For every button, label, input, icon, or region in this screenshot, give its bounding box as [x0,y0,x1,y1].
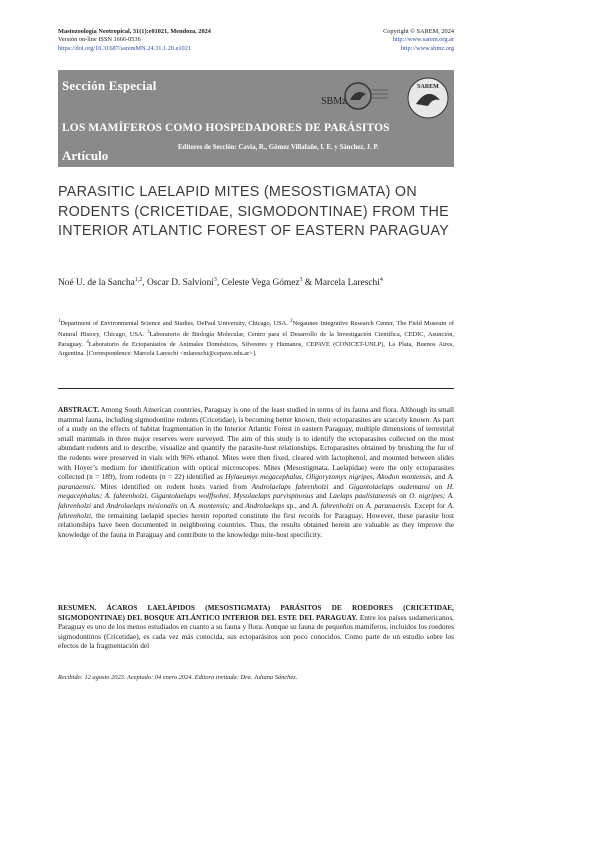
copyright-header [294,28,454,53]
resumen [58,603,454,651]
abstract-text: and [90,500,107,510]
species-name: A. paranaensis. [58,472,454,491]
abstract-text: and [432,472,448,482]
abstract-text: Among South American countries, Paraguay is one of the least studied in terms of its fauna and flora. Although its small mammal fauna, including sigmodontine rodents (Cricetidae), is becoming better known, their ectoparasites are scarcely known. As part of a study on the effects of habitat fragmentation in the Interior Atlantic Forest in eastern Paraguay, multiple dimensions of terrestrial small mammals in three major reserves were surveyed. The aim of this study is to identify the ectoparasites collected on the most abundant rodents and to describe, visualize and quantify the parasite-host relationships. Ectoparasites obtained by brushing the fur of the rodents were preserved in vials with 96% ethanol. Mites were then fixed, cleared with lactophenol, and mounted between slides with Hoyer’s medium for identification with optical microscopes. Mites (Mesostigmata, Laelapidae) were the only ectoparasites collected (n = 189), from rodents (n = 22) identified as [58,405,454,482]
abstract-text: Except for [411,500,448,510]
article-title: PARASITIC LAELAPID MITES (MESOSTIGMATA) ON RODENTS (CRICETIDAE, SIGMODONTINAE) FROM THE INTERIOR ATLANTIC FOREST OF EASTERN PARAGUAY [58,184,450,240]
abstract-text: Mites identified on rodent hosts varied from [95,481,252,491]
copyright: Copyright © SAREM, 2024 [383,28,454,35]
section-banner [58,70,454,167]
author-affiliation-number: 3 [213,277,217,283]
sarem-logo-text: SAREM [417,84,439,90]
affiliation-text: Laboratorio de Biología Molecular, Centro para el Desarrollo de la Investigación Científica, CEDIC, Asunción, Paraguay. [58,330,455,349]
author-list: Noé U. de la Sancha$^{1,2}$, Oscar D. Salvioni$^3$, Celeste Vega Gómez$^3$ & Marcela Lareschi$^4$ [58,277,383,289]
resumen-label: RESUMEN. ÁCAROS LAELÁPIDOS (MESOSTIGMATA) PARÁSITOS DE ROEDORES (CRICETIDAE, SIGMODONTINAE) DEL BOSQUE ATLÁNTICO INTERIOR DEL ESTE DEL PARAGUAY. [58,603,454,622]
author-affiliation-number: 4 [379,277,383,283]
species-name: O. nigripes; A. fahrenholzi [58,491,454,510]
sarem-logo-icon [406,76,450,120]
abstract-label: ABSTRACT. [58,405,100,414]
abstract-text: on [430,481,447,491]
affiliation-number: 1 [58,319,61,324]
species-name: A. fahrenholzi [312,500,354,510]
article-type: Artículo [62,148,109,163]
abstract-text: on [177,500,190,510]
issn: Versión on-line ISSN 1666-0536 [58,36,141,44]
affiliation-text: Department of Environmental Science and Studies, DePaul University, Chicago, USA. [60,320,291,328]
abstract-text: and [229,500,246,510]
abstract-text: sp., and [284,500,313,510]
species-name: Androlaelaps fahrenholzi [251,481,329,491]
resumen-body: Entre los países sudamericanos, Paraguay es uno de los menos estudiados en cuanto a su fauna y flora. Aunque su fauna de pequeños mamíferos, incluidos los roedores sigmodontinos (Cricetidae), es cada vez más conocida, sus ectoparásitos son poco conocidos. Como parte de un estudio sobre los efectos de la fragmentación del [58,612,454,651]
sarem-url-link[interactable]: http://www.sarem.org.ar [392,36,454,44]
abstract-text: and [313,491,330,501]
special-section-topic: LOS MAMÍFEROS COMO HOSPEDADORES DE PARÁSITOS [62,122,390,134]
abstract-text: the remaining laelapid species herein reported constitute the first records for Paraguay. However, these parasite host relationships have been documented in neighboring countries. Thus, the results obtained herein are valuable as they improve the knowledge of the fauna in Paraguay and contribute to the knowledge mite-host specificity. [58,510,454,539]
section-editors: Editores de Sección: Cavia, R., Gómez Villafañe, I. E. y Sánchez, J. P. [178,144,379,151]
affiliation-text: Negaunee Integrative Research Center, The Field Museum of Natural History, Chicago, USA. [58,320,454,338]
abstract-text: and [328,481,349,491]
divider [58,388,454,389]
author-name: Marcela Lareschi [314,278,380,289]
species-name: Laelaps paulistanensis [329,491,397,501]
abstract [58,405,454,539]
sbmz-logo-icon [320,82,390,112]
author-name: Celeste Vega Gómez [221,278,300,289]
author-affiliation-number: 3 [299,277,303,283]
abstract-body [58,405,454,539]
received-dates: Recibido: 12 agosto 2023. Aceptado: 04 enero 2024. Editora invitada: Dra. Juliana Sánchez. [58,674,298,681]
journal-citation: Mastozoología Neotropical, 31(1):e01021, Mendoza, 2024 [58,28,211,35]
species-name: Gigantolaelaps oudemansi [348,481,431,491]
author-affiliation-number: 1,2 [134,277,143,283]
affiliation-number: 3 [147,329,150,335]
affiliation-text: Laboratorio de Ectoparásitos de Animales Domésticos, Silvestres y Humanos, CEPAVE (CONICET-UNLP), La Plata, Buenos Aires, Argentina. [Correspondence: Marcela Lareschi <mlareschi@cepave.edu.ar>]. [58,341,454,358]
doi-link[interactable]: https://doi.org/10.31687/saremMN.24.31.1.20.e1021 [58,44,191,52]
species-name: A. montensis; [189,500,230,510]
species-name: A. fahrenholzi, [58,500,455,520]
sbmz-logo-text: SBMz [321,96,347,107]
species-name: Androlaelaps [245,500,285,510]
journal-header [58,28,211,53]
author-name: Noé U. de la Sancha [58,278,135,289]
abstract-text: on [396,491,410,501]
species-name: Androlaelaps misionalis [106,500,178,510]
species-name: H. megacephalus; A. fahrenholzi, Gigantolaelaps wolffsohni, Mysolaelaps parvispinosus [58,481,454,501]
author-name: Oscar D. Salvioni [146,278,214,289]
affiliation-number: 2 [290,319,293,324]
species-name: A. paranaensis. [365,500,412,510]
section-label: Sección Especial [62,78,157,93]
species-name: Hylaeamys megacephalus, Oligoryzomys nigripes, Akodon montensis, [225,472,433,482]
sbmz-url-link[interactable]: http://www.sbmz.org [401,44,454,52]
abstract-text: on [353,500,366,510]
affiliation-number: 4 [86,340,89,346]
affiliations [58,318,454,359]
